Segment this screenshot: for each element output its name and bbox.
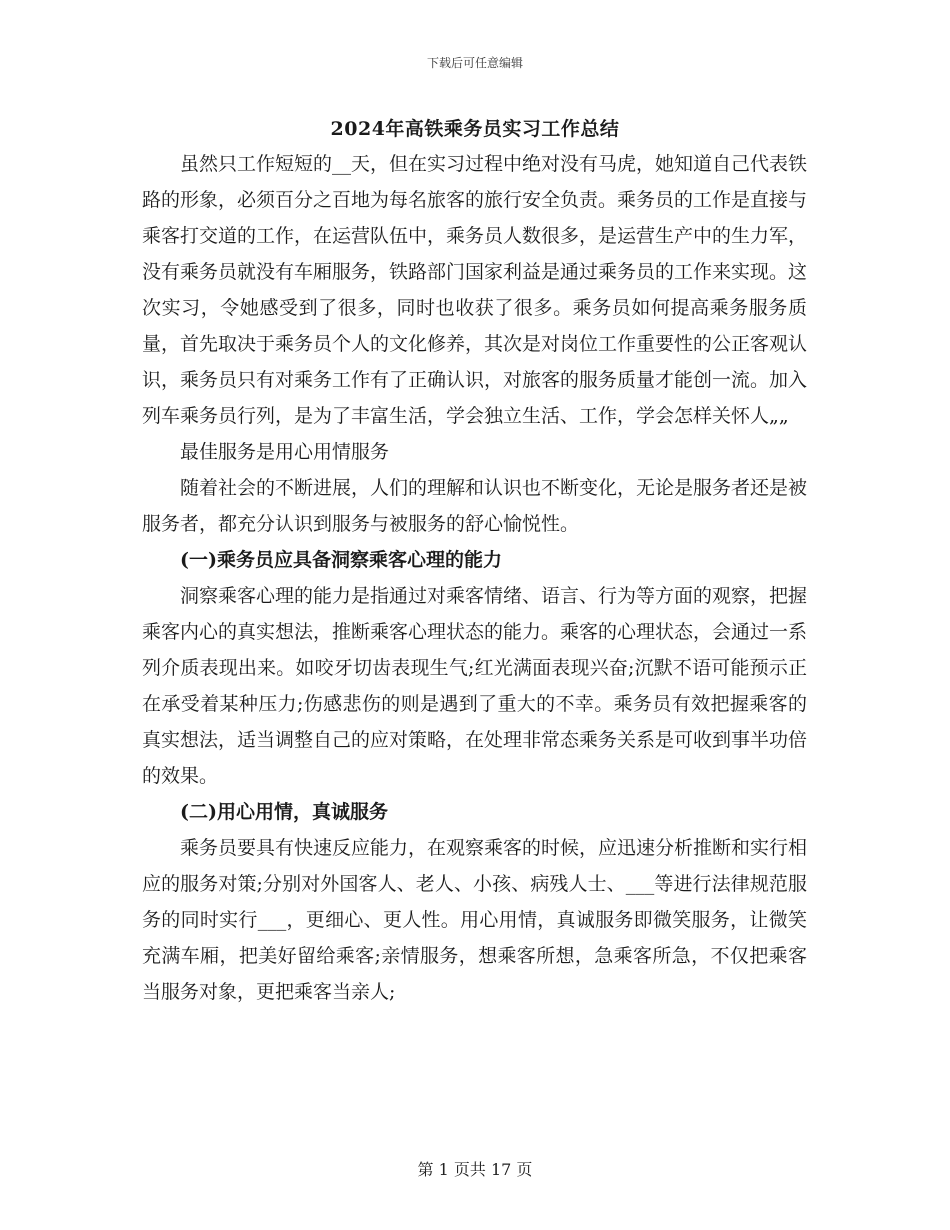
section-1-paragraph: 洞察乘客心理的能力是指通过对乘客情绪、语言、行为等方面的观察，把握乘客内心的真实想法，推断乘客心理状态的能力。乘客的心理状态，会通过一系列介质表现出来。如咬牙切齿表现生气;红光满面表现兴奋;沉默不语可能预示正在承受着某种压力;伤感悲伤的则是遇到了重大的不幸。乘务员有效把握乘客的真实想法，适当调整自己的应对策略，在处理非常态乘务关系是可收到事半功倍的效果。 [142, 585, 808, 787]
context-paragraph: 随着社会的不断进展，人们的理解和认识也不断变化，无论是服务者还是被服务者，都充分认识到服务与被服务的舒心愉悦性。 [142, 477, 808, 535]
section-2-paragraph: 乘务员要具有快速反应能力，在观察乘客的时候，应迅速分析推断和实行相应的服务对策;分别对外国客人、老人、小孩、病残人士、___等进行法律规范服务的同时实行___，更细心、更人性。用心用情，真诚服务即微笑服务，让微笑充满车厢，把美好留给乘客;亲情服务，想乘客所想，急乘客所急，不仅把乘客当服务对象，更把乘客当亲人; [142, 837, 808, 1003]
intro-paragraph: 虽然只工作短短的__天，但在实习过程中绝对没有马虎，她知道自己代表铁路的形象，必须百分之百地为每名旅客的旅行安全负责。乘务员的工作是直接与乘客打交道的工作，在运营队伍中，乘务员人数很多，是运营生产中的生力军，没有乘务员就没有车厢服务，铁路部门国家利益是通过乘务员的工作来实现。这次实习，令她感受到了很多，同时也收获了很多。乘务员如何提高乘务服务质量，首先取决于乘务员个人的文化修养，其次是对岗位工作重要性的公正客观认识，乘务员只有对乘务工作有了正确认识，对旅客的服务质量才能创一流。加入列车乘务员行列，是为了丰富生活，学会独立生活、工作，学会怎样关怀人„„ [142, 153, 808, 427]
section-heading-1: (一)乘务员应具备洞察乘客心理的能力 [180, 549, 502, 571]
document-title: 2024年高铁乘务员实习工作总结 [330, 118, 620, 140]
page-footer: 第 1 页共 17 页 [417, 1160, 533, 1179]
document-body [142, 146, 807, 1010]
section-heading-2: (二)用心用情，真诚服务 [180, 801, 388, 823]
header-note: 下载后可任意编辑 [426, 56, 523, 70]
section-subtitle: 最佳服务是用心用情服务 [180, 441, 390, 463]
